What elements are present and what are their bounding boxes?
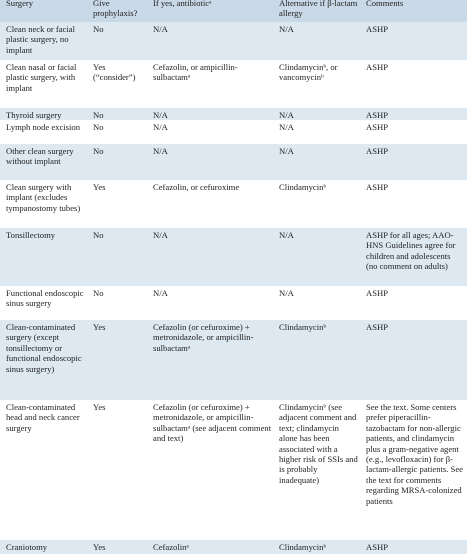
table-row [0,108,467,120]
cell-comments: ASHP [366,146,388,156]
cell-antibiotic: N/A [153,146,168,156]
cell-prophylaxis: Yes (“consider”) [93,62,136,83]
cell-comments: ASHP [366,542,388,552]
header-allergy-alternative: Alternative if β-lactam allergy [279,0,358,19]
cell-comments: ASHP for all ages; AAO-HNS Guidelines agree for children and adolescents (no comment on adults) [366,230,456,272]
cell-surgery: Functional endoscopic sinus surgery [6,288,84,309]
header-prophylaxis: Give prophylaxis? [93,0,138,19]
cell-allergy-alternative: N/A [279,110,294,120]
cell-allergy-alternative: Clindamycinᵇ (see adjacent comment and text; clindamycin alone has been associated with a higher risk of SSIs and is probably inadequate) [279,402,358,485]
table-row [0,540,467,554]
cell-comments: ASHP [366,288,388,298]
cell-allergy-alternative: Clindamycinᵇ [279,322,327,332]
cell-antibiotic: N/A [153,24,168,34]
cell-prophylaxis: Yes [93,402,106,412]
cell-comments: ASHP [366,62,388,72]
cell-surgery: Clean neck or facial plastic surgery, no implant [6,24,75,55]
table-header [0,0,467,22]
cell-antibiotic: Cefazolin (or cefuroxime) + metronidazole, or ampicillin-sulbactamᵃ (see adjacent comment and text) [153,402,272,444]
cell-prophylaxis: No [93,288,104,298]
table-row [0,60,467,108]
cell-prophylaxis: No [93,146,104,156]
table-row [0,228,467,286]
table-row [0,22,467,60]
cell-allergy-alternative: N/A [279,146,294,156]
header-antibiotic: If yes, antibioticᵃ [153,0,212,8]
cell-comments: ASHP [366,182,388,192]
cell-antibiotic: Cefazolinᵃ [153,542,189,552]
cell-allergy-alternative: Clindamycinᵇ [279,182,327,192]
cell-surgery: Lymph node excision [6,122,80,132]
cell-comments: ASHP [366,122,388,132]
cell-comments: See the text. Some centers prefer piperacillin-tazobactam for non-allergic patients, and clindamycin plus a gram-negative agent (e.g., levofloxacin) for β-lactam-allergic patients. See the text for comments regarding MRSA-colonized patients [366,402,463,506]
cell-allergy-alternative: N/A [279,230,294,240]
cell-prophylaxis: Yes [93,542,106,552]
cell-surgery: Thyroid surgery [6,110,62,120]
cell-prophylaxis: No [93,24,104,34]
cell-antibiotic: N/A [153,288,168,298]
table-row [0,320,467,400]
cell-antibiotic: Cefazolin, or ampicillin-sulbactamᵃ [153,62,238,83]
table-row [0,180,467,228]
header-surgery: Surgery [6,0,34,8]
cell-surgery: Clean-contaminated surgery (except tonsillectomy or functional endoscopic sinus surgery) [6,322,82,374]
cell-antibiotic: N/A [153,110,168,120]
table-row [0,286,467,320]
cell-allergy-alternative: N/A [279,122,294,132]
table-row [0,144,467,180]
cell-antibiotic: Cefazolin (or cefuroxime) + metronidazole, or ampicillin-sulbactamᵃ [153,322,254,353]
cell-surgery: Clean surgery with implant (excludes tympanostomy tubes) [6,182,81,213]
cell-allergy-alternative: Clindamycinᵇ, or vancomycinᵇ [279,62,338,83]
cell-allergy-alternative: N/A [279,24,294,34]
cell-comments: ASHP [366,322,388,332]
cell-prophylaxis: No [93,122,104,132]
cell-surgery: Clean-contaminated head and neck cancer surgery [6,402,80,433]
cell-prophylaxis: Yes [93,182,106,192]
cell-surgery: Clean nasal or facial plastic surgery, with implant [6,62,77,93]
cell-prophylaxis: No [93,230,104,240]
table-row [0,400,467,540]
cell-comments: ASHP [366,110,388,120]
table-row [0,120,467,144]
cell-surgery: Other clean surgery without implant [6,146,74,167]
header-comments: Comments [366,0,404,8]
cell-prophylaxis: Yes [93,322,106,332]
cell-antibiotic: N/A [153,122,168,132]
cell-prophylaxis: No [93,110,104,120]
cell-surgery: Craniotomy [6,542,48,552]
cell-allergy-alternative: Clindamycinᵇ [279,542,327,552]
cell-comments: ASHP [366,24,388,34]
cell-surgery: Tonsillectomy [6,230,56,240]
cell-antibiotic: Cefazolin, or cefuroxime [153,182,240,192]
cell-allergy-alternative: N/A [279,288,294,298]
cell-antibiotic: N/A [153,230,168,240]
